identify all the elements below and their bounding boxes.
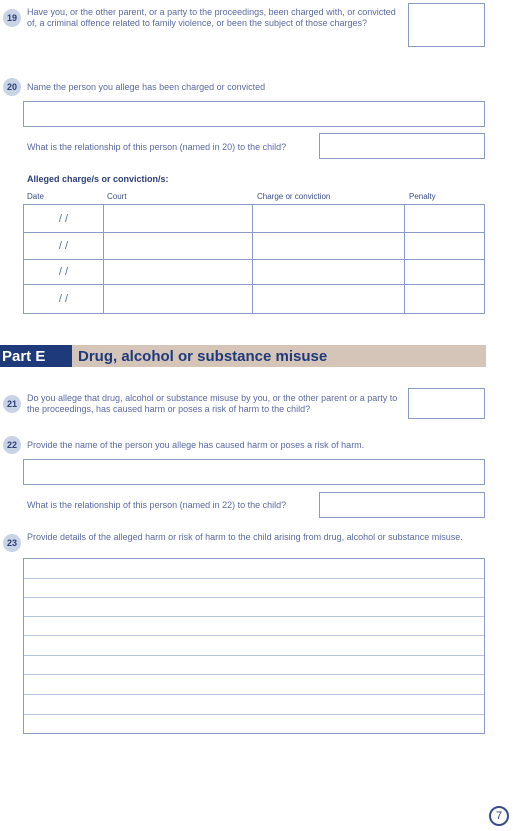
table-row bbox=[24, 205, 485, 233]
question-23-text: Provide details of the alleged harm or risk of harm to the child arising from drug, alcohol or substance misuse. bbox=[27, 532, 463, 542]
col-penalty-header: Penalty bbox=[409, 192, 436, 201]
penalty-cell[interactable] bbox=[405, 205, 485, 233]
question-21-text: Do you allege that drug, alcohol or substance misuse by you, or the other parent or a party to the proceedings, has caused harm or poses a risk of harm to the child? bbox=[27, 393, 398, 414]
charge-cell[interactable] bbox=[252, 233, 405, 260]
col-court-header: Court bbox=[107, 192, 127, 201]
date-cell[interactable]: / / bbox=[24, 260, 104, 285]
charge-cell[interactable] bbox=[252, 260, 405, 285]
question-19-text: Have you, or the other parent, or a party to the proceedings, been charged with, or convicted of, a criminal offence related to family violence, or been the subject of those charges? bbox=[27, 7, 396, 28]
table-row bbox=[24, 233, 485, 260]
col-charge-header: Charge or conviction bbox=[257, 192, 331, 201]
ruled-line bbox=[24, 714, 484, 715]
question-22-text: Provide the name of the person you allege has caused harm or poses a risk of harm. bbox=[27, 440, 365, 450]
question-number-22: 22 bbox=[3, 436, 21, 454]
q22-relationship-field[interactable] bbox=[319, 492, 485, 518]
q21-answer-box[interactable] bbox=[408, 388, 485, 419]
court-cell[interactable] bbox=[103, 205, 252, 233]
alleged-charges-label: Alleged charge/s or conviction/s: bbox=[27, 174, 169, 184]
question-number-19: 19 bbox=[3, 9, 21, 27]
q20-relationship-field[interactable] bbox=[319, 133, 485, 159]
ruled-line bbox=[24, 674, 484, 675]
q20-name-field[interactable] bbox=[23, 101, 485, 127]
court-cell[interactable] bbox=[103, 260, 252, 285]
penalty-cell[interactable] bbox=[405, 260, 485, 285]
q20-relationship-text: What is the relationship of this person (named in 20) to the child? bbox=[27, 142, 287, 152]
q22-name-field[interactable] bbox=[23, 459, 485, 485]
page-number: 7 bbox=[489, 806, 509, 826]
part-e-title: Drug, alcohol or substance misuse bbox=[78, 348, 328, 365]
ruled-line bbox=[24, 635, 484, 636]
table-row bbox=[24, 260, 485, 285]
col-date-header: Date bbox=[27, 192, 44, 201]
question-20-text: Name the person you allege has been charged or convicted bbox=[27, 82, 266, 92]
penalty-cell[interactable] bbox=[405, 285, 485, 314]
charge-cell[interactable] bbox=[252, 205, 405, 233]
q19-answer-box[interactable] bbox=[408, 3, 485, 47]
question-number-20: 20 bbox=[3, 78, 21, 96]
court-cell[interactable] bbox=[103, 233, 252, 260]
court-cell[interactable] bbox=[103, 285, 252, 314]
q22-relationship-text: What is the relationship of this person (named in 22) to the child? bbox=[27, 500, 287, 510]
question-number-21: 21 bbox=[3, 395, 21, 413]
date-cell[interactable]: / / bbox=[24, 205, 104, 233]
date-cell[interactable]: / / bbox=[24, 233, 104, 260]
part-e-label: Part E bbox=[0, 345, 72, 367]
date-cell[interactable]: / / bbox=[24, 285, 104, 314]
table-row bbox=[24, 285, 485, 314]
ruled-line bbox=[24, 694, 484, 695]
ruled-line bbox=[24, 597, 484, 598]
charge-cell[interactable] bbox=[252, 285, 405, 314]
ruled-line bbox=[24, 616, 484, 617]
q23-details-textarea[interactable] bbox=[23, 558, 485, 734]
ruled-line bbox=[24, 578, 484, 579]
ruled-line bbox=[24, 655, 484, 656]
penalty-cell[interactable] bbox=[405, 233, 485, 260]
charges-table bbox=[23, 204, 485, 314]
question-number-23: 23 bbox=[3, 534, 21, 552]
